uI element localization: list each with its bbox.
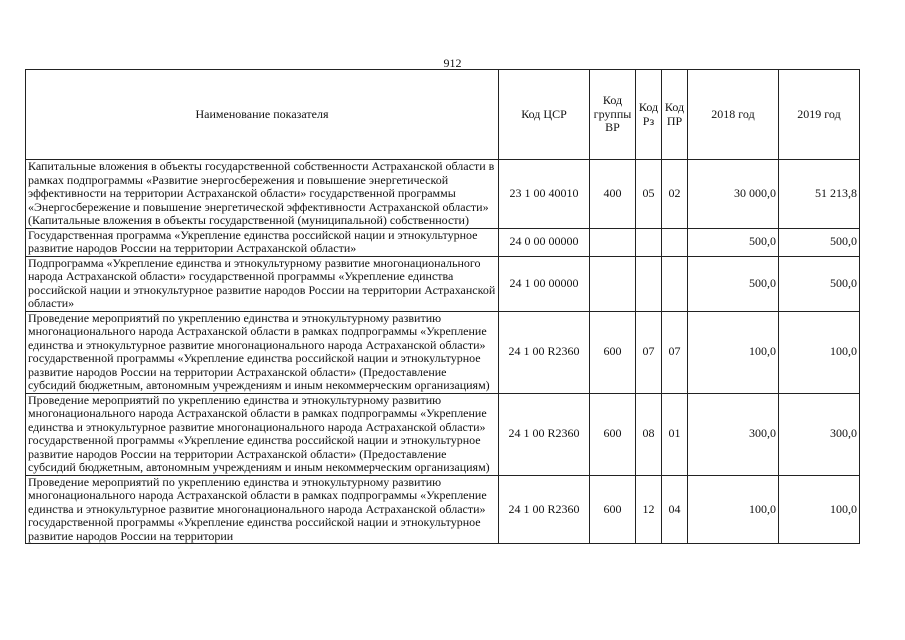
row-name: Подпрограмма «Укрепление единства и этнокультурному развитие многонационального народа Астраханской области» государственной программы «Укрепление единства российской нации и этнокультурное развитие народов России на территории Астраханской области» — [26, 256, 499, 311]
row-2018: 30 000,0 — [688, 160, 779, 229]
row-2019: 500,0 — [779, 256, 860, 311]
budget-table — [25, 69, 860, 544]
table-row — [26, 228, 860, 256]
row-pr: 02 — [662, 160, 688, 229]
row-rz: 08 — [636, 393, 662, 475]
table-row — [26, 256, 860, 311]
row-name: Государственная программа «Укрепление единства российской нации и этнокультурное развитие народов России на территории Астраханской области» — [26, 228, 499, 256]
row-csr: 24 1 00 R2360 — [499, 475, 590, 544]
page-bottom-margin — [0, 623, 905, 640]
row-2019: 100,0 — [779, 311, 860, 393]
row-csr: 24 1 00 R2360 — [499, 393, 590, 475]
row-pr: 07 — [662, 311, 688, 393]
row-2018: 300,0 — [688, 393, 779, 475]
row-pr — [662, 256, 688, 311]
row-vr: 600 — [590, 311, 636, 393]
header-rz: Код Рз — [636, 70, 662, 160]
row-2018: 500,0 — [688, 228, 779, 256]
header-vr: Код группы ВР — [590, 70, 636, 160]
row-vr: 400 — [590, 160, 636, 229]
row-vr: 600 — [590, 475, 636, 544]
row-rz — [636, 256, 662, 311]
row-name: Проведение мероприятий по укреплению единства и этнокультурному развитию многонационального народа Астраханской области в рамках подпрограммы «Укрепление единства и этнокультурное развитие многонационального народа Астраханской области» государственной программы «Укрепление единства российской нации и этнокультурное развитие народов России на территории — [26, 475, 499, 544]
row-name: Проведение мероприятий по укреплению единства и этнокультурному развитию многонационального народа Астраханской области в рамках подпрограммы «Укрепление единства и этнокультурное развитие многонационального народа Астраханской области» государственной программы «Укрепление единства российской нации и этнокультурное развитие народов России на территории Астраханской области» (Предоставление субсидий бюджетным, автономным учреждениям и иным некоммерческим организациям) — [26, 393, 499, 475]
header-csr: Код ЦСР — [499, 70, 590, 160]
row-2019: 51 213,8 — [779, 160, 860, 229]
table-row — [26, 311, 860, 393]
row-name: Проведение мероприятий по укреплению единства и этнокультурному развитию многонационального народа Астраханской области в рамках подпрограммы «Укрепление единства и этнокультурное развитие многонационального народа Астраханской области» государственной программы «Укрепление единства российской нации и этнокультурное развитие народов России на территории Астраханской области» (Предоставление субсидий бюджетным, автономным учреждениям и иным некоммерческим организациям) — [26, 311, 499, 393]
row-pr: 01 — [662, 393, 688, 475]
table-row — [26, 475, 860, 544]
row-csr: 23 1 00 40010 — [499, 160, 590, 229]
row-pr: 04 — [662, 475, 688, 544]
row-pr — [662, 228, 688, 256]
row-rz: 12 — [636, 475, 662, 544]
header-2019: 2019 год — [779, 70, 860, 160]
header-row — [26, 70, 860, 160]
row-name: Капитальные вложения в объекты государственной собственности Астраханской области в рамках подпрограммы «Развитие энергосбережения и повышение энергетической эффективности на территории Астраханской области» государственной программы «Энергосбережение и повышение энергетической эффективности Астраханской области» (Капитальные вложения в объекты государственной (муниципальной) собственности) — [26, 160, 499, 229]
row-2019: 100,0 — [779, 475, 860, 544]
row-2019: 300,0 — [779, 393, 860, 475]
row-csr: 24 1 00 R2360 — [499, 311, 590, 393]
table-row — [26, 393, 860, 475]
table-row — [26, 160, 860, 229]
header-pr: Код ПР — [662, 70, 688, 160]
row-2018: 500,0 — [688, 256, 779, 311]
header-name: Наименование показателя — [26, 70, 499, 160]
row-vr — [590, 256, 636, 311]
row-csr: 24 1 00 00000 — [499, 256, 590, 311]
row-2018: 100,0 — [688, 475, 779, 544]
row-rz: 05 — [636, 160, 662, 229]
row-2018: 100,0 — [688, 311, 779, 393]
row-2019: 500,0 — [779, 228, 860, 256]
header-2018: 2018 год — [688, 70, 779, 160]
row-rz — [636, 228, 662, 256]
page-number: 912 — [443, 56, 462, 70]
row-vr: 600 — [590, 393, 636, 475]
row-csr: 24 0 00 00000 — [499, 228, 590, 256]
row-vr — [590, 228, 636, 256]
row-rz: 07 — [636, 311, 662, 393]
